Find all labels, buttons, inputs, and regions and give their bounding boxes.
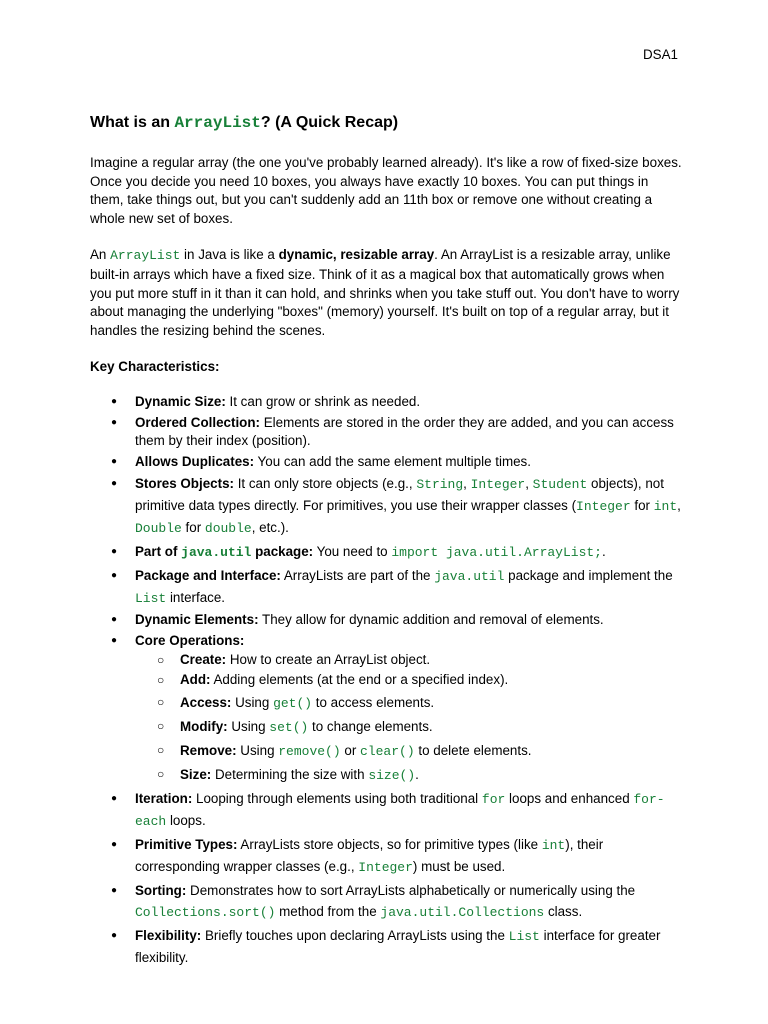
- title-code: ArrayList: [174, 114, 261, 132]
- list-item-dynamic-elements: ● Dynamic Elements: They allow for dynamic addition and removal of elements.: [90, 611, 682, 630]
- list-item-core-operations: ● Core Operations: ○ Create: How to create an ArrayList object. ○ Add: Adding elements (at the end or a specified index). ○ Access: Using get() to access elements. ○ Modify: Using set() to change elements. ○ Remove: Using remove() or clear() to delete elements. ○ Size: Determining the size with size().: [90, 632, 682, 786]
- intro-paragraph: Imagine a regular array (the one you've probably learned already). It's like a row of fixed-size boxes. Once you decide you need 10 boxes, you always have exactly 10 boxes. You can put things in them, take things out, but you can't suddenly add an 11th box or remove one without creating a whole new set of boxes.: [90, 155, 682, 226]
- sub-item-create: ○ Create: How to create an ArrayList object.: [135, 651, 682, 670]
- core-operations-sublist: [135, 651, 682, 786]
- key-characteristics-heading: Key Characteristics:: [90, 359, 220, 375]
- list-item-ordered-collection: ● Ordered Collection: Elements are stored in the order they are added, and you can access them by their index (position).: [90, 414, 682, 451]
- document-body: [90, 112, 682, 970]
- sub-item-add: ○ Add: Adding elements (at the end or a specified index).: [135, 671, 682, 690]
- sub-item-remove: ○ Remove: Using remove() or clear() to delete elements.: [135, 740, 682, 762]
- list-item-iteration: ● Iteration: Looping through elements using both traditional for loops and enhanced for-each loops.: [90, 788, 682, 832]
- definition-paragraph: An ArrayList in Java is like a dynamic, resizable array. An ArrayList is a resizable array, unlike built-in arrays which have a fixed size. Think of it as a magical box that automatically grows when you put more stuff in it than it can hold, and shrinks when you take stuff out. You don't have to worry about managing the underlying "boxes" (memory) yourself. It's built on top of a regular array, but it handles the resizing behind the scenes.: [90, 247, 680, 338]
- page-title: What is an ArrayList? (A Quick Recap): [90, 114, 399, 132]
- sub-item-access: ○ Access: Using get() to access elements.: [135, 692, 682, 714]
- list-item-allows-duplicates: ● Allows Duplicates: You can add the same element multiple times.: [90, 453, 682, 472]
- page-header-doc-id: DSA1: [643, 47, 678, 62]
- list-item-primitive-types: ● Primitive Types: ArrayLists store objects, so for primitive types (like int), their corresponding wrapper classes (e.g., Integer) must be used.: [90, 834, 682, 878]
- list-item-sorting: ● Sorting: Demonstrates how to sort ArrayLists alphabetically or numerically using the Collections.sort() method from the java.util.Collections class.: [90, 880, 682, 923]
- list-item-part-of-package: ● Part of java.util package: You need to import java.util.ArrayList;.: [90, 541, 682, 563]
- list-item-stores-objects: ● Stores Objects: It can only store objects (e.g., String, Integer, Student objects), not primitive data types directly. For primitives, you use their wrapper classes (Integer for int, Double for double, etc.).: [90, 473, 682, 539]
- list-item-flexibility: ● Flexibility: Briefly touches upon declaring ArrayLists using the List interface for greater flexibility.: [90, 925, 682, 968]
- list-item-package-and-interface: ● Package and Interface: ArrayLists are part of the java.util package and implement the List interface.: [90, 565, 682, 609]
- sub-item-size: ○ Size: Determining the size with size().: [135, 764, 682, 786]
- list-item-dynamic-size: ● Dynamic Size: It can grow or shrink as needed.: [90, 393, 682, 412]
- characteristics-list: [90, 393, 682, 968]
- sub-item-modify: ○ Modify: Using set() to change elements.: [135, 716, 682, 738]
